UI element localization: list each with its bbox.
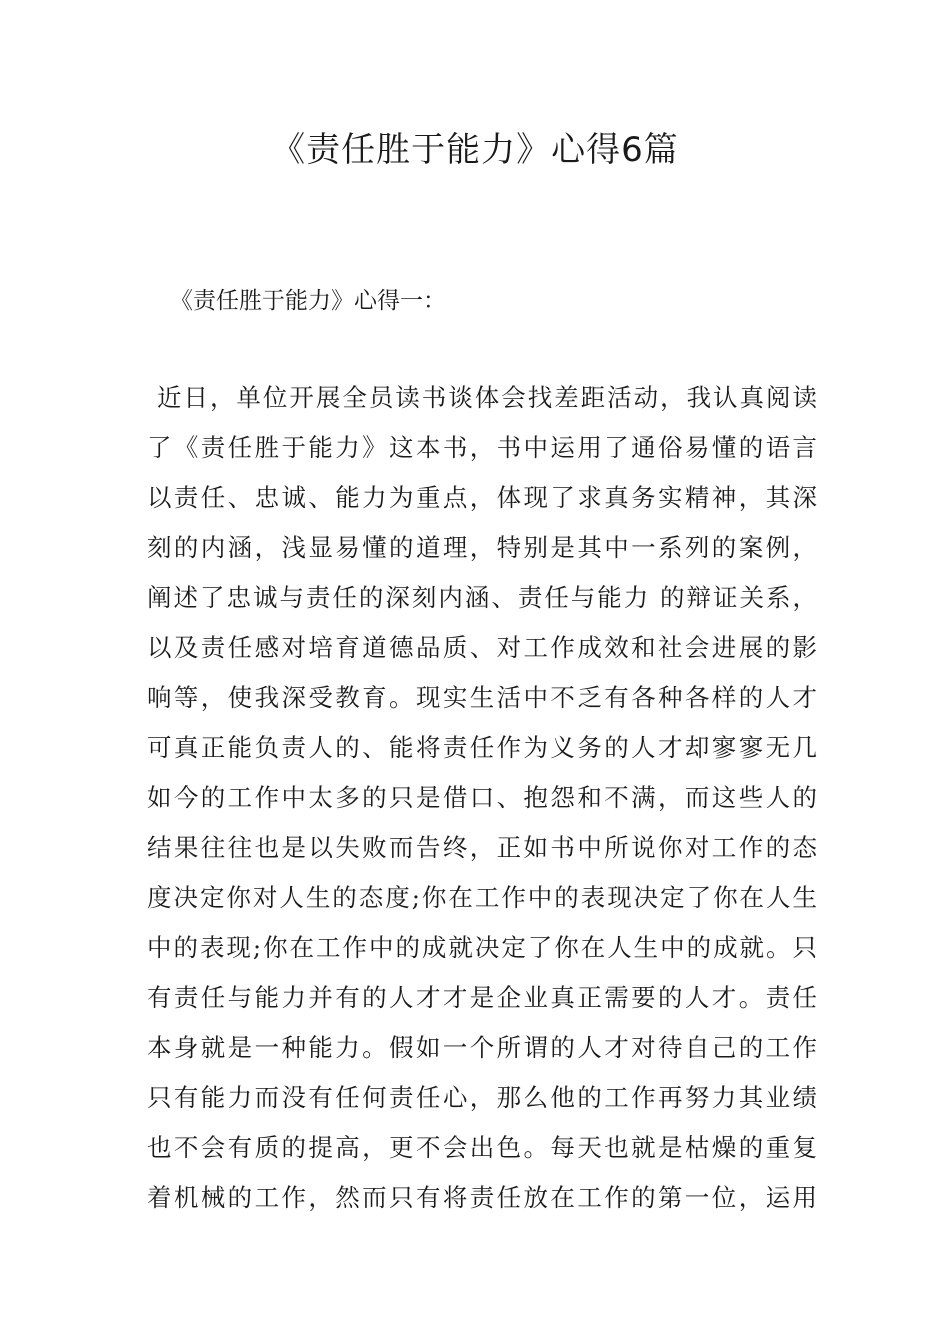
document-title: 《责任胜于能力》心得6篇 [271, 130, 679, 170]
body-text-line: 也不会有质的提高，更不会出色。每天也就是枯燥的重复 [147, 1133, 817, 1162]
body-text-line: 以及责任感对培育道德品质、对工作成效和社会进展的影 [147, 633, 817, 662]
body-text-line: 刻的内涵，浅显易懂的道理，特别是其中一系列的案例， [147, 533, 817, 562]
body-text-line: 只有能力而没有任何责任心，那么他的工作再努力其业绩 [147, 1083, 817, 1112]
body-paragraph [147, 380, 817, 1230]
body-text-line: 阐述了忠诚与责任的深刻内涵、责任与能力 的辩证关系， [147, 583, 817, 612]
body-text-line: 如今的工作中太多的只是借口、抱怨和不满，而这些人的 [147, 783, 817, 812]
section-heading: 《责任胜于能力》心得一： [170, 288, 446, 314]
body-text-line: 有责任与能力并有的人才才是企业真正需要的人才。责任 [147, 983, 817, 1012]
body-text-line: 响等，使我深受教育。现实生活中不乏有各种各样的人才 [147, 683, 817, 712]
body-text-line: 了《责任胜于能力》这本书，书中运用了通俗易懂的语言 [147, 433, 817, 462]
body-text-line: 本身就是一种能力。假如一个所谓的人才对待自己的工作 [147, 1033, 817, 1062]
body-text-line: 近日，单位开展全员读书谈体会找差距活动，我认真阅读 [157, 383, 817, 412]
body-text-line: 中的表现;你在工作中的成就决定了你在人生中的成就。只 [147, 933, 817, 962]
body-text-line: 着机械的工作，然而只有将责任放在工作的第一位，运用 [147, 1183, 817, 1212]
body-text-line: 以责任、忠诚、能力为重点，体现了求真务实精神，其深 [147, 483, 817, 512]
body-text-line: 可真正能负责人的、能将责任作为义务的人才却寥寥无几 [147, 733, 817, 762]
body-text-line: 结果往往也是以失败而告终，正如书中所说你对工作的态 [147, 833, 817, 862]
body-text-line: 度决定你对人生的态度;你在工作中的表现决定了你在人生 [147, 883, 817, 912]
